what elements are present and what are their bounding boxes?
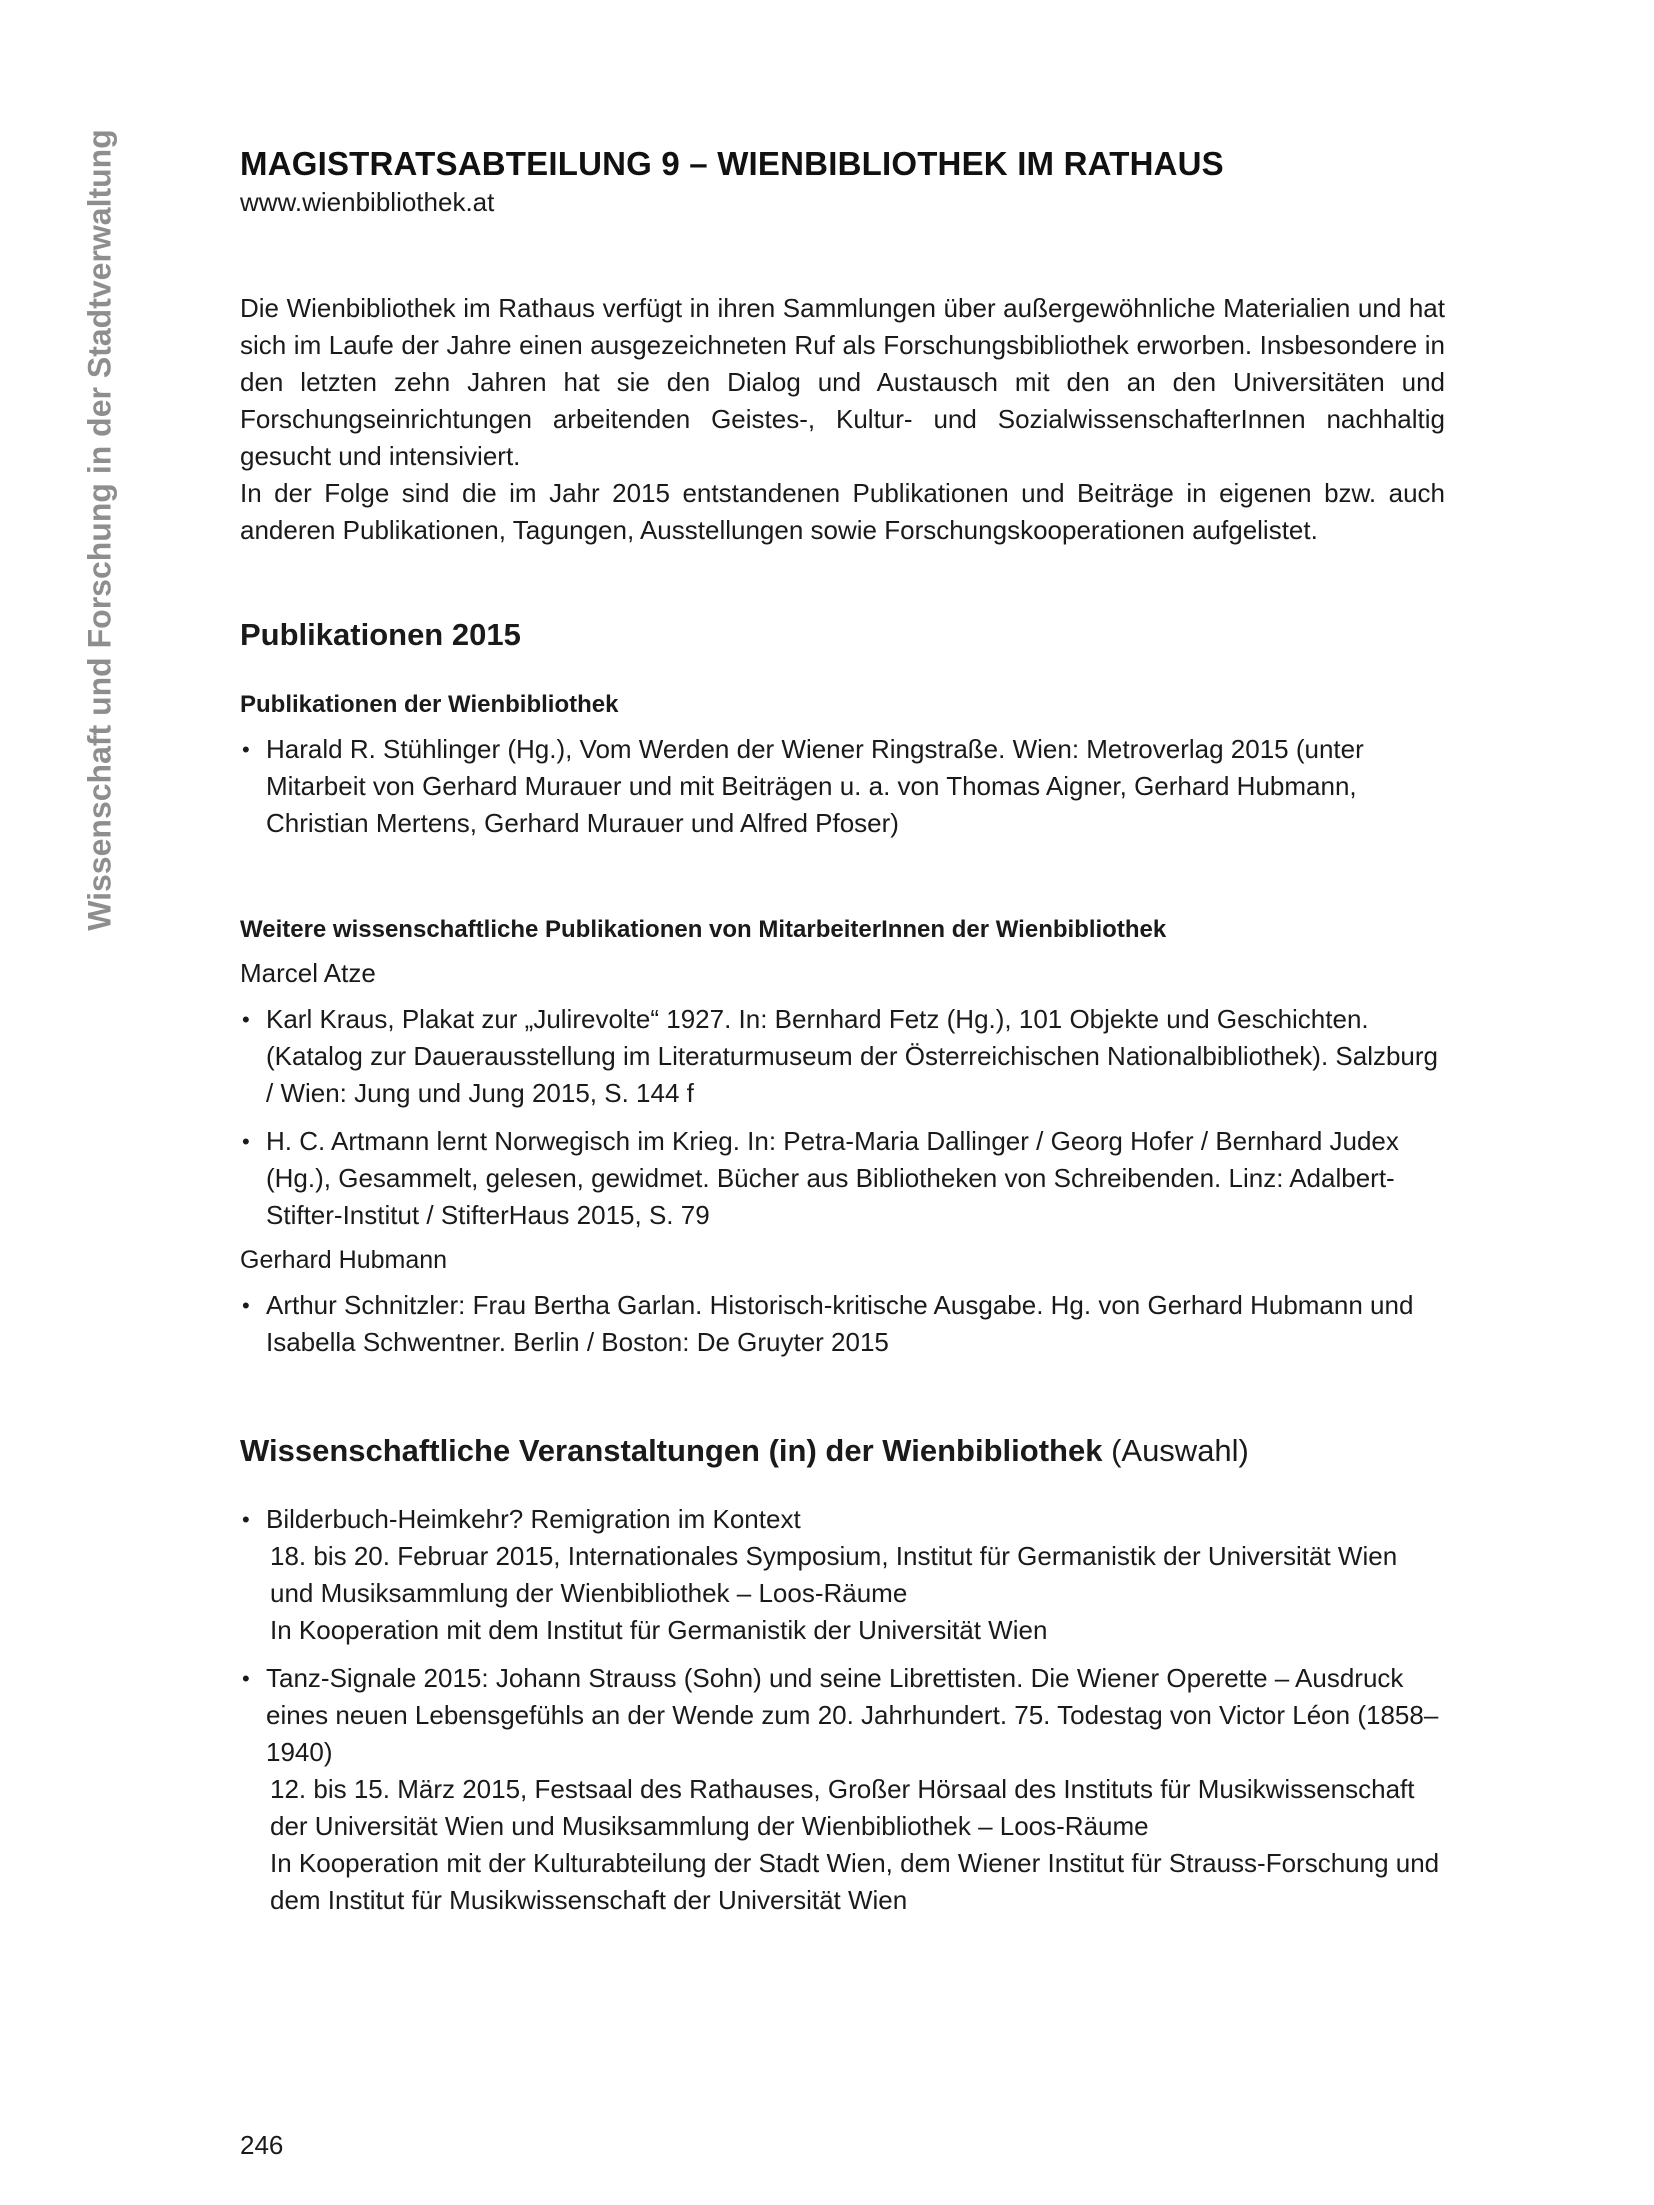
hubmann-publications-list xyxy=(240,1287,1445,1361)
list-item: • H. C. Artmann lernt Norwegisch im Krieg. In: Petra-Maria Dallinger / Georg Hofer / Bernhard Judex (Hg.), Gesammelt, gelesen, gewidmet. Bücher aus Bibliotheken von Schreibenden. Linz: Adalbert-Stifter-Institut / StifterHaus 2015, S. 79 xyxy=(240,1123,1445,1234)
publications-heading: Publikationen 2015 xyxy=(240,617,521,652)
intro-text xyxy=(240,290,1445,549)
intro-paragraph: In der Folge sind die im Jahr 2015 entstandenen Publikationen und Beiträge in eigenen bzw. auch anderen Publikationen, Tagungen, Ausstellungen sowie Forschungskooperationen aufgelistet. xyxy=(240,478,1445,545)
events-heading-title: Wissenschaftliche Veranstaltungen (in) der Wienbibliothek xyxy=(240,1433,1103,1468)
list-item: • Arthur Schnitzler: Frau Bertha Garlan. Historisch-kritische Ausgabe. Hg. von Gerhard Hubmann und Isabella Schwentner. Berlin / Boston: De Gruyter 2015 xyxy=(240,1287,1445,1361)
atze-publications-list xyxy=(240,1001,1445,1234)
list-item: • Karl Kraus, Plakat zur „Julirevolte“ 1927. In: Bernhard Fetz (Hg.), 101 Objekte und Geschichten. (Katalog zur Dauerausstellung im Literaturmuseum der Österreichischen Nationalbibliothek). Salzburg / Wien: Jung und Jung 2015, S. 144 f xyxy=(240,1001,1445,1112)
side-section-title: Wissenschaft und Forschung in der Stadtverwaltung xyxy=(81,129,118,931)
event-title: • Bilderbuch-Heimkehr? Remigration im Kontext xyxy=(266,1504,801,1534)
event-cooperation: In Kooperation mit dem Institut für Germanistik der Universität Wien xyxy=(270,1615,1048,1645)
events-list xyxy=(240,1501,1445,1919)
author-name: Marcel Atze xyxy=(240,958,376,988)
author-name: Gerhard Hubmann xyxy=(240,1246,448,1274)
event-details: 12. bis 15. März 2015, Festsaal des Rathauses, Großer Hörsaal des Instituts für Musikwissenschaft der Universität Wien und Musiksammlung der Wienbibliothek – Loos-Räume xyxy=(270,1774,1415,1841)
wienbibliothek-publications-list xyxy=(240,731,1445,842)
event-cooperation: In Kooperation mit der Kulturabteilung der Stadt Wien, dem Wiener Institut für Strauss-Forschung und dem Institut für Musikwissenschaft der Universität Wien xyxy=(270,1848,1440,1915)
events-heading-suffix: (Auswahl) xyxy=(1111,1433,1249,1468)
page-title: MAGISTRATSABTEILUNG 9 – WIENBIBLIOTHEK IM RATHAUS xyxy=(240,145,1224,182)
event-item xyxy=(240,1660,1445,1919)
event-item xyxy=(240,1501,1445,1649)
event-details: 18. bis 20. Februar 2015, Internationales Symposium, Institut für Germanistik der Universität Wien und Musiksammlung der Wienbibliothek – Loos-Räume xyxy=(270,1541,1398,1608)
website-url: www.wienbibliothek.at xyxy=(240,187,495,217)
page-number: 246 xyxy=(240,2130,284,2160)
staff-publications-heading: Weitere wissenschaftliche Publikationen von MitarbeiterInnen der Wienbibliothek xyxy=(240,916,1167,943)
wienbibliothek-publications-heading: Publikationen der Wienbibliothek xyxy=(240,691,619,718)
event-title: • Tanz-Signale 2015: Johann Strauss (Sohn) und seine Librettisten. Die Wiener Operette – Ausdruck eines neuen Lebensgefühls an der Wende zum 20. Jahrhundert. 75. Todestag von Victor Léon (1858–1940) xyxy=(266,1663,1439,1767)
intro-paragraph: Die Wienbibliothek im Rathaus verfügt in ihren Sammlungen über außergewöhnliche Materialien und hat sich im Laufe der Jahre einen ausgezeichneten Ruf als Forschungsbibliothek erworben. Insbesondere in den letzten zehn Jahren hat sie den Dialog und Austausch mit den an den Universitäten und Forschungseinrichtungen arbeitenden Geistes-, Kultur- und SozialwissenschafterInnen nachhaltig gesucht und intensiviert. xyxy=(240,293,1445,471)
events-heading xyxy=(240,1433,1445,1469)
list-item: • Harald R. Stühlinger (Hg.), Vom Werden der Wiener Ringstraße. Wien: Metroverlag 2015 (unter Mitarbeit von Gerhard Murauer und mit Beiträgen u. a. von Thomas Aigner, Gerhard Hubmann, Christian Mertens, Gerhard Murauer und Alfred Pfoser) xyxy=(240,731,1445,842)
page-content xyxy=(240,145,1445,1930)
